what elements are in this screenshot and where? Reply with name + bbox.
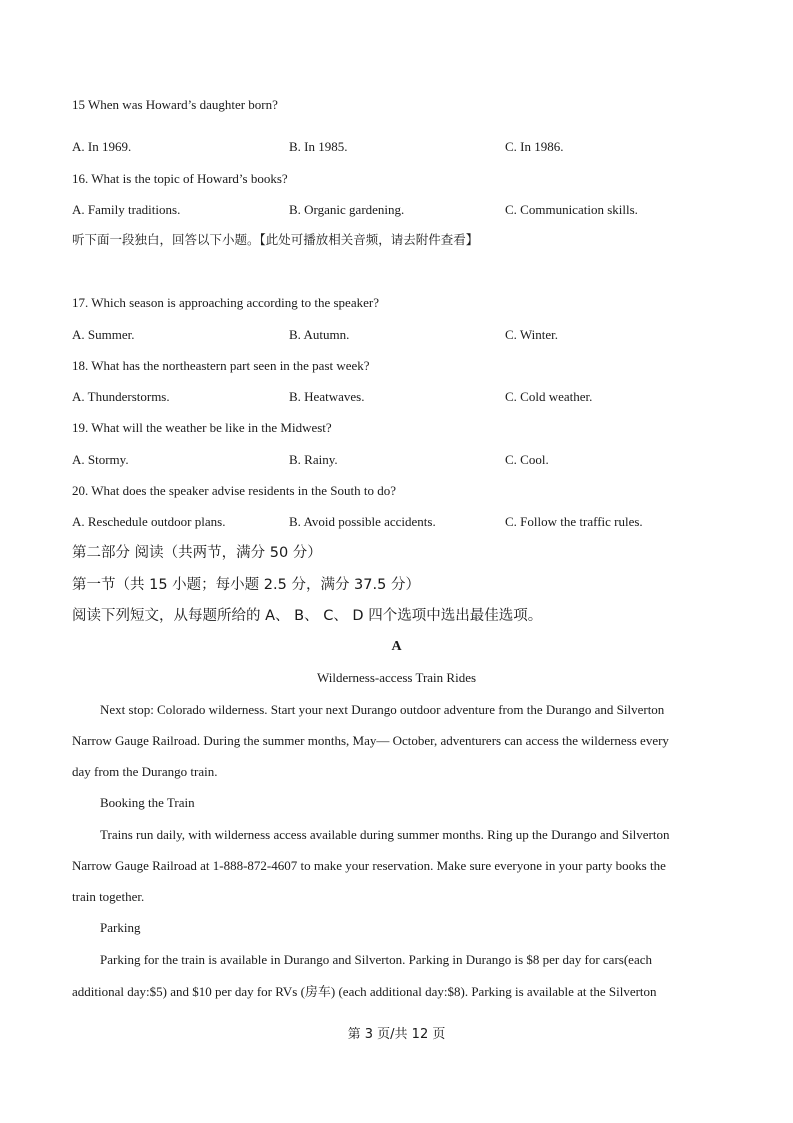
paragraph-line: train together. — [72, 889, 145, 904]
option-c: C. Cold weather. — [505, 389, 593, 404]
question-stem: 20. What does the speaker advise residents in the South to do? — [72, 483, 396, 498]
paragraph-line: Parking for the train is available in Durango and Silverton. Parking in Durango is $8 per day for cars(each — [100, 952, 652, 967]
question-stem: 18. What has the northeastern part seen in the past week? — [72, 358, 370, 373]
paragraph-line: Narrow Gauge Railroad. During the summer months, May— October, adventurers can access the wilderness every — [72, 733, 669, 748]
part-title: 第二部分 阅读（共两节，满分 50 分） — [72, 545, 322, 561]
subheading-parking: Parking — [100, 920, 141, 935]
passage-letter: A — [391, 639, 402, 654]
option-c: C. Cool. — [505, 452, 549, 467]
paragraph-line: Trains run daily, with wilderness access available during summer months. Ring up the Durango and Silverton — [100, 827, 670, 842]
listening-instruction: 听下面一段独白，回答以下小题。【此处可播放相关音频，请去附件查看】 — [72, 232, 479, 247]
option-b: B. In 1985. — [289, 139, 348, 154]
paragraph-line: Next stop: Colorado wilderness. Start your next Durango outdoor adventure from the Durango and Silverton — [100, 702, 665, 717]
paragraph-line: Narrow Gauge Railroad at 1-888-872-4607 to make your reservation. Make sure everyone in your party books the — [72, 858, 666, 873]
option-b: B. Organic gardening. — [289, 202, 405, 217]
subheading-booking: Booking the Train — [100, 795, 195, 810]
paragraph-line: additional day:$5) and $10 per day for RVs (房车) (each additional day:$8). Parking is available at the Silverton — [72, 984, 657, 999]
option-a: A. Stormy. — [72, 452, 129, 467]
reading-instruction: 阅读下列短文，从每题所给的 A、 B、 C、 D 四个选项中选出最佳选项。 — [72, 608, 543, 624]
option-b: B. Autumn. — [289, 327, 350, 342]
question-stem: 15 When was Howard’s daughter born? — [72, 97, 278, 112]
option-a: A. Family traditions. — [72, 202, 181, 217]
option-c: C. In 1986. — [505, 139, 564, 154]
option-a: A. In 1969. — [72, 139, 132, 154]
option-c: C. Winter. — [505, 327, 559, 342]
page-footer: 第 3 页/共 12 页 — [347, 1027, 446, 1042]
option-a: A. Reschedule outdoor plans. — [72, 514, 226, 529]
paragraph-line: day from the Durango train. — [72, 764, 218, 779]
question-stem: 17. Which season is approaching according to the speaker? — [72, 295, 379, 310]
option-c: C. Communication skills. — [505, 202, 638, 217]
section-title: 第一节（共 15 小题；每小题 2.5 分，满分 37.5 分） — [72, 577, 420, 593]
option-c: C. Follow the traffic rules. — [505, 514, 643, 529]
option-b: B. Avoid possible accidents. — [289, 514, 436, 529]
passage-title: Wilderness-access Train Rides — [316, 670, 477, 685]
question-stem: 16. What is the topic of Howard’s books? — [72, 171, 288, 186]
question-stem: 19. What will the weather be like in the Midwest? — [72, 420, 332, 435]
option-a: A. Thunderstorms. — [72, 389, 170, 404]
option-b: B. Heatwaves. — [289, 389, 365, 404]
option-b: B. Rainy. — [289, 452, 338, 467]
option-a: A. Summer. — [72, 327, 135, 342]
